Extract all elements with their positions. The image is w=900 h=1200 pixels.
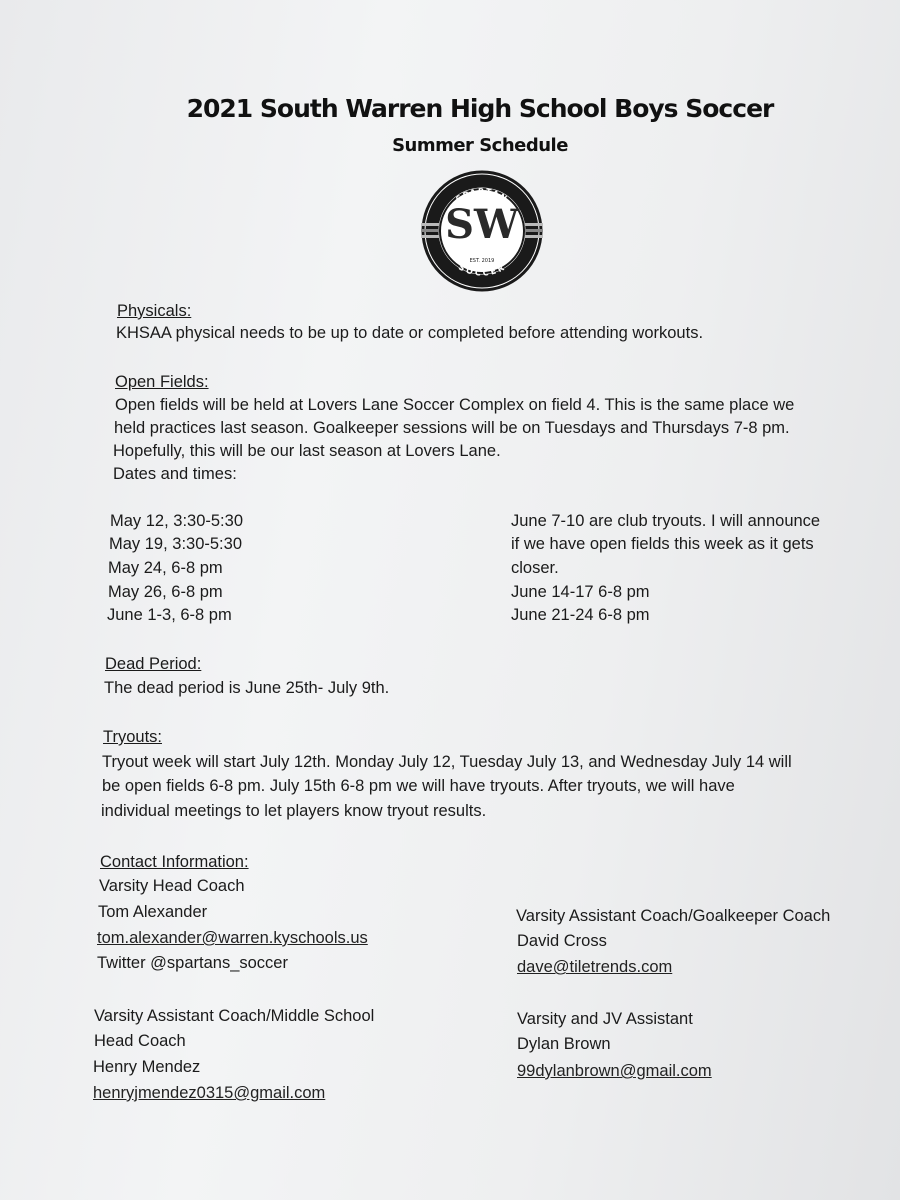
tryouts-heading: Tryouts: bbox=[103, 728, 162, 746]
physicals-heading: Physicals: bbox=[117, 302, 192, 320]
jv-assistant-email-link[interactable]: 99dylanbrown@gmail.com bbox=[517, 1062, 712, 1080]
open-fields-line: Open fields will be held at Lovers Lane Soccer Complex on field 4. This is the same place we bbox=[115, 396, 795, 414]
tryouts-line: individual meetings to let players know tryout results. bbox=[101, 802, 487, 820]
date-item: May 12, 3:30-5:30 bbox=[110, 512, 243, 530]
tryouts-line: Tryout week will start July 12th. Monday July 12, Tuesday July 13, and Wednesday July 14 will bbox=[102, 753, 792, 771]
contact-heading: Contact Information: bbox=[100, 853, 249, 871]
head-coach-role: Varsity Head Coach bbox=[99, 877, 245, 895]
document-title: 2021 South Warren High School Boys Soccer bbox=[186, 94, 774, 123]
open-fields-line: Dates and times: bbox=[113, 465, 237, 483]
goalkeeper-coach-email-link[interactable]: dave@tiletrends.com bbox=[517, 958, 673, 976]
date-item: May 26, 6-8 pm bbox=[108, 583, 223, 601]
date-note-line: June 7-10 are club tryouts. I will announce bbox=[511, 512, 821, 530]
jv-assistant-role: Varsity and JV Assistant bbox=[517, 1010, 693, 1028]
logo-bottom-text: SOCCER bbox=[457, 262, 507, 278]
head-coach-email-link[interactable]: tom.alexander@warren.kyschools.us bbox=[97, 929, 368, 947]
head-coach-name: Tom Alexander bbox=[98, 903, 208, 921]
dead-period-body: The dead period is June 25th- July 9th. bbox=[104, 679, 390, 697]
open-fields-line: held practices last season. Goalkeeper sessions will be on Tuesdays and Thursdays 7-8 pm. bbox=[114, 419, 790, 437]
logo-top-text: SPARTAN bbox=[454, 186, 510, 205]
dead-period-heading: Dead Period: bbox=[105, 655, 202, 673]
spartan-soccer-logo bbox=[421, 170, 543, 292]
middle-school-coach-email-link[interactable]: henryjmendez0315@gmail.com bbox=[93, 1084, 326, 1102]
middle-school-coach-role: Head Coach bbox=[94, 1032, 186, 1050]
open-fields-heading: Open Fields: bbox=[115, 373, 209, 391]
date-item: May 19, 3:30-5:30 bbox=[109, 535, 242, 553]
date-item: June 1-3, 6-8 pm bbox=[107, 606, 232, 624]
date-item: June 14-17 6-8 pm bbox=[511, 583, 650, 601]
date-note-line: if we have open fields this week as it gets bbox=[511, 535, 814, 553]
tryouts-line: be open fields 6-8 pm. July 15th 6-8 pm we will have tryouts. After tryouts, we will have bbox=[102, 777, 735, 795]
date-note-line: closer. bbox=[511, 559, 559, 577]
middle-school-coach-name: Henry Mendez bbox=[93, 1058, 201, 1076]
open-fields-line: Hopefully, this will be our last season at Lovers Lane. bbox=[113, 442, 501, 460]
physicals-body: KHSAA physical needs to be up to date or completed before attending workouts. bbox=[116, 324, 704, 342]
logo-letters: SW bbox=[445, 201, 519, 248]
date-item: May 24, 6-8 pm bbox=[108, 559, 223, 577]
middle-school-coach-role: Varsity Assistant Coach/Middle School bbox=[94, 1007, 375, 1025]
document-subtitle: Summer Schedule bbox=[392, 135, 568, 156]
jv-assistant-name: Dylan Brown bbox=[517, 1035, 611, 1053]
twitter-handle: Twitter @spartans_soccer bbox=[97, 954, 288, 972]
goalkeeper-coach-role: Varsity Assistant Coach/Goalkeeper Coach bbox=[516, 907, 831, 925]
goalkeeper-coach-name: David Cross bbox=[517, 932, 607, 950]
date-item: June 21-24 6-8 pm bbox=[511, 606, 650, 624]
logo-est-text: EST. 2019 bbox=[469, 258, 495, 264]
